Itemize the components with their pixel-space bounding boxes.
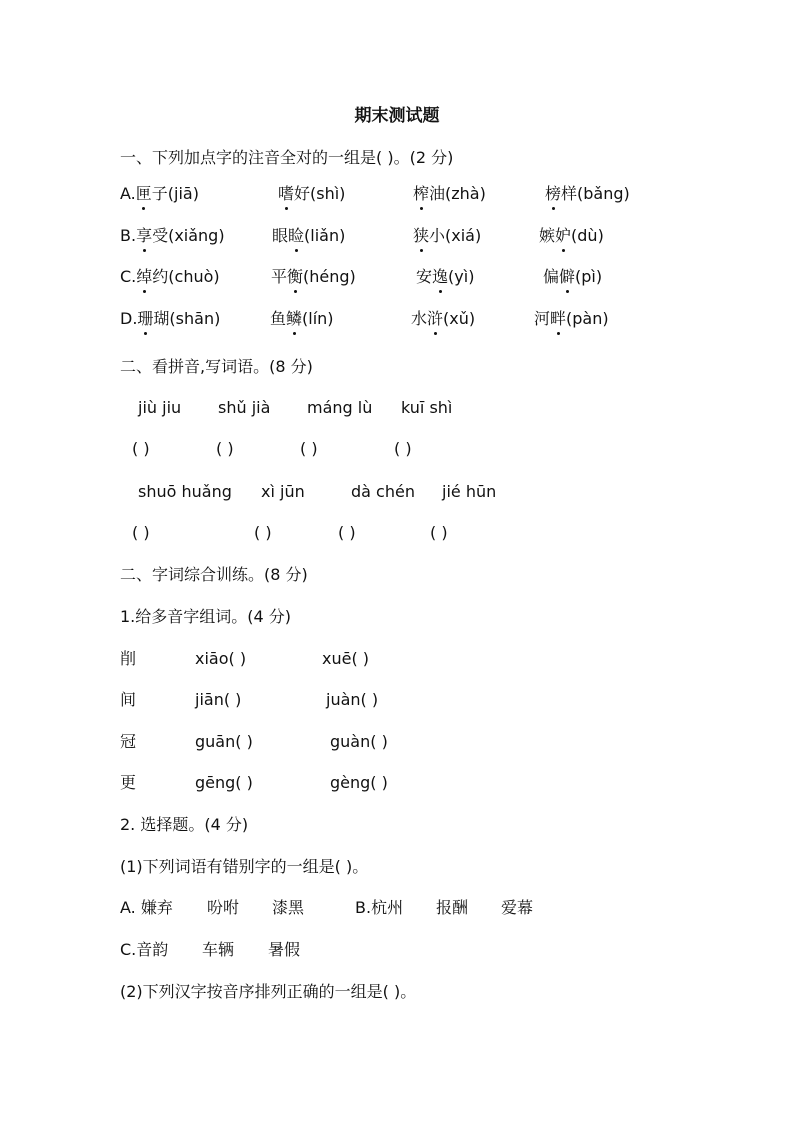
- q1-d-item-1: D.珊瑚(shān): [120, 309, 221, 328]
- answer-blank[interactable]: ( ): [254, 523, 272, 542]
- pinyin-item: xì jūn: [261, 482, 305, 501]
- answer-blank[interactable]: ( ): [132, 439, 150, 458]
- page-title: 期末测试题: [354, 106, 440, 126]
- q1-c-item-1: C.绰约(chuò): [120, 267, 220, 286]
- dotted-char: 畔: [550, 309, 567, 328]
- answer-blank[interactable]: ( ): [430, 523, 448, 542]
- mc-option-word: 车辆: [202, 940, 235, 959]
- q1-b-item-1: B.享受(xiǎng): [120, 226, 225, 245]
- mc-option-word: A. 嫌弃: [120, 898, 173, 917]
- pinyin-item: dà chén: [351, 482, 415, 501]
- pinyin-item: jié hūn: [442, 482, 497, 501]
- q1-a-item-2: 嗜好(shì): [278, 184, 346, 203]
- q1-a-item-4: 榜样(bǎng): [545, 184, 630, 203]
- dotted-char: 鳞: [286, 309, 303, 328]
- mc-option-word: 暑假: [268, 940, 301, 959]
- dotted-char: 僻: [559, 267, 576, 286]
- polyphone-reading-a[interactable]: guān( ): [195, 732, 253, 751]
- q3-sub2-heading: 2. 选择题。(4 分): [120, 815, 249, 834]
- polyphone-reading-b[interactable]: juàn( ): [326, 690, 379, 709]
- polyphone-reading-a[interactable]: xiāo( ): [195, 649, 247, 668]
- q1-c-item-2: 平衡(héng): [271, 267, 356, 286]
- answer-blank[interactable]: ( ): [394, 439, 412, 458]
- mc1-question: (1)下列词语有错别字的一组是( )。: [120, 857, 369, 876]
- q1-heading: 一、下列加点字的注音全对的一组是( )。(2 分): [120, 148, 454, 167]
- polyphone-reading-b[interactable]: guàn( ): [330, 732, 388, 751]
- q1-c-item-4: 偏僻(pì): [543, 267, 603, 286]
- q1-b-item-4: 嫉妒(dù): [539, 226, 604, 245]
- pinyin-item: máng lù: [307, 398, 373, 417]
- mc-option-word: B.杭州: [355, 898, 404, 917]
- mc-option-word: 漆黑: [272, 898, 305, 917]
- answer-blank[interactable]: ( ): [338, 523, 356, 542]
- mc2-question: (2)下列汉字按音序排列正确的一组是( )。: [120, 982, 417, 1001]
- dotted-char: 榨: [413, 184, 430, 203]
- polyphone-char: 更: [120, 773, 137, 792]
- pinyin-item: kuī shì: [401, 398, 453, 417]
- pinyin-item: shuō huǎng: [138, 482, 232, 501]
- q1-b-item-3: 狭小(xiá): [413, 226, 482, 245]
- q1-b-item-2: 眼睑(liǎn): [272, 226, 346, 245]
- dotted-char: 妒: [555, 226, 572, 245]
- mc-option-word: 爱幕: [501, 898, 534, 917]
- q1-d-item-4: 河畔(pàn): [534, 309, 609, 328]
- dotted-char: 浒: [427, 309, 444, 328]
- dotted-char: 珊: [137, 309, 154, 328]
- polyphone-reading-a[interactable]: jiān( ): [195, 690, 242, 709]
- q1-d-item-3: 水浒(xǔ): [411, 309, 476, 328]
- dotted-char: 享: [136, 226, 153, 245]
- q3-heading: 二、字词综合训练。(8 分): [120, 565, 308, 584]
- mc-option-word: C.音韵: [120, 940, 169, 959]
- polyphone-reading-a[interactable]: gēng( ): [195, 773, 253, 792]
- q1-a-item-3: 榨油(zhà): [413, 184, 486, 203]
- q2-heading: 二、看拼音,写词语。(8 分): [120, 357, 313, 376]
- polyphone-char: 削: [120, 649, 137, 668]
- q1-a-item-1: A.匣子(jiā): [120, 184, 199, 203]
- pinyin-item: shǔ jià: [218, 398, 271, 417]
- q1-d-item-2: 鱼鳞(lín): [270, 309, 334, 328]
- mc-option-word: 报酬: [436, 898, 469, 917]
- polyphone-reading-b[interactable]: xuē( ): [322, 649, 370, 668]
- dotted-char: 衡: [287, 267, 304, 286]
- answer-blank[interactable]: ( ): [300, 439, 318, 458]
- mc-option-word: 吩咐: [207, 898, 240, 917]
- polyphone-char: 间: [120, 690, 137, 709]
- q1-c-item-3: 安逸(yì): [416, 267, 475, 286]
- dotted-char: 逸: [432, 267, 449, 286]
- pinyin-item: jiù jiu: [138, 398, 182, 417]
- dotted-char: 绰: [136, 267, 153, 286]
- dotted-char: 榜: [545, 184, 562, 203]
- dotted-char: 嗜: [278, 184, 295, 203]
- polyphone-reading-b[interactable]: gèng( ): [330, 773, 388, 792]
- answer-blank[interactable]: ( ): [132, 523, 150, 542]
- dotted-char: 睑: [288, 226, 305, 245]
- polyphone-char: 冠: [120, 732, 137, 751]
- dotted-char: 匣: [135, 184, 152, 203]
- q3-sub1-heading: 1.给多音字组词。(4 分): [120, 607, 292, 626]
- answer-blank[interactable]: ( ): [216, 439, 234, 458]
- dotted-char: 狭: [413, 226, 430, 245]
